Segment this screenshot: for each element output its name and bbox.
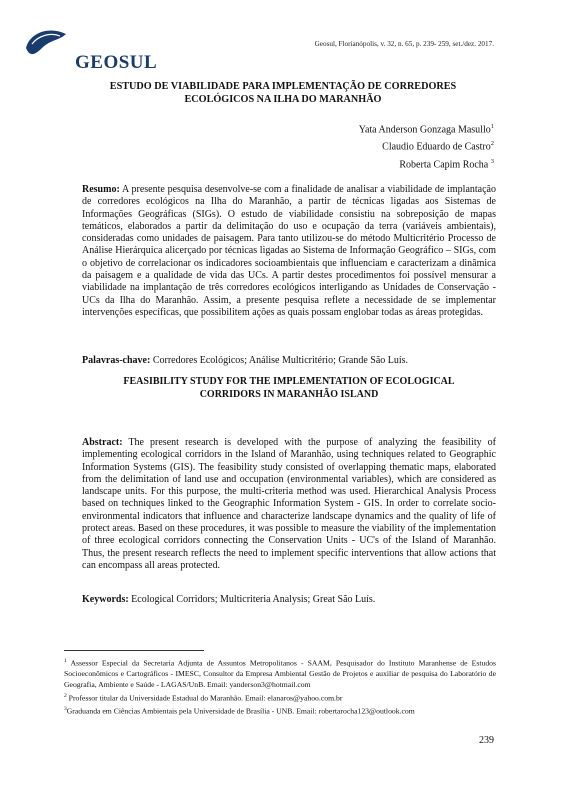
- abstract-en-label: Abstract:: [82, 437, 123, 448]
- abstract-pt-text: A presente pesquisa desenvolve-se com a finalidade de analisar a viabilidade de implantação de corredores ecológicos na Ilha do Maranhão, a partir de técnicas ligadas aos Sistemas de Informações Geográficas (SIGs). O estudo de viabilidade consistiu na sobreposição de mapas temáticos, elaborados a partir da delimitação do uso e ocupação da terra (variáveis ambientais), consideradas como unidades de paisagem. Para tanto utilizou-se do método Multicritério Processo de Análise Hierárquica alicerçado por técnicas ligadas ao Sistema de Informação Geográfico – SIGs, com o objetivo de correlacionar os indicadores socioambientais que influenciam e caracterizam a dinâmica da paisagem e a qualidade de vida das UCs. A partir destes procedimentos foi possível mensurar a viabilidade na implantação de três corredores ecológicos interligando as Unidades de Conservação - UCs da Ilha do Maranhão. Assim, a presente pesquisa reflete a necessidade de se implementar intervenções específicas, que possibilitem ações as quais possam englobar todas as áreas protegidas.: [82, 184, 496, 318]
- journal-citation: Geosul, Florianópolis, v. 32, n. 65, p. 239- 259, set./dez. 2017.: [314, 40, 494, 48]
- footnote-2: $^2$ Professor titular da Universidade Estadual do Maranhão. Email: elanaros@yahoo.com.br: [64, 692, 343, 703]
- footnote-1: $^1$ Assessor Especial da Secretaria Adjunta de Assuntos Metropolitanos - SAAM, Pesquisador do Instituto Maranhense de Estudos Socioeconômicos e Cartográficos - IMESC, Consultor da Empresa Ambiental Gestão de Projetos e auxiliar de pesquisa do Laboratório de Geografia, Ambiente e Saúde - LAGAS/UnB. Email: yanderson3@hotmail.com: [64, 658, 497, 690]
- author-3: Roberta Capim Rocha $^3$: [399, 157, 494, 170]
- logo-text: GEOSUL: [75, 52, 158, 73]
- title-en: [82, 375, 496, 401]
- keywords-pt-text: Corredores Ecológicos; Análise Multicritério; Grande São Luís.: [152, 355, 409, 366]
- keywords-en-text: Ecological Corridors; Multicriteria Analysis; Great São Luís.: [131, 594, 376, 605]
- journal-logo: [20, 18, 158, 73]
- title-pt-line2: ECOLÓGICOS NA ILHA DO MARANHÃO: [184, 94, 382, 105]
- title-pt-line1: ESTUDO DE VIABILIDADE PARA IMPLEMENTAÇÃO DE CORREDORES: [109, 81, 457, 92]
- footnote-divider: [64, 650, 204, 651]
- abstract-pt-label: Resumo:: [82, 184, 120, 195]
- page-number: 239: [479, 735, 494, 746]
- footnote-3: $^3$Graduanda em Ciências Ambientais pela Universidade de Brasília - UNB. Email: robertarocha123@outlook.com: [64, 706, 415, 716]
- title-en-line1: FEASIBILITY STUDY FOR THE IMPLEMENTATION OF ECOLOGICAL: [123, 376, 455, 387]
- abstract-en: [82, 437, 496, 572]
- author-2: Claudio Eduardo de Castro$^2$: [382, 140, 494, 153]
- abstract-en-text: The present research is developed with the purpose of analyzing the feasibility of implementing ecological corridors in the Island of Maranhão, using techniques related to Geographic Information Systems (GIS). The feasibility study consisted of overlapping thematic maps, elaborated from the delimitation of land use and occupation (environmental variables), which are considered as landscape units. For this purpose, the multi-criteria method was used. Hierarchical Analysis Process based on techniques linked to the Geographic Information System - GIS. In order to correlate socio-environmental indicators that influence and characterize landscape dynamics and the quality of life of protect areas. Based on these procedures, it was possible to measure the viability of the implementation of three ecological corridors connecting the Conservation Units - UC's of the Island of Maranhão. Thus, the present research reflects the need to implement specific interventions that allow actions that can encompass all areas protected.: [82, 437, 497, 571]
- author-1: Yata Anderson Gonzaga Masullo$^1$: [358, 123, 494, 136]
- title-pt: [60, 80, 506, 106]
- title-en-line2: CORRIDORS IN MARANHÃO ISLAND: [199, 389, 379, 400]
- author-list: [359, 120, 494, 172]
- abstract-pt: [82, 184, 496, 319]
- keywords-en-label: Keywords:: [82, 594, 129, 605]
- keywords-pt: [82, 355, 496, 367]
- footnotes: [64, 656, 496, 718]
- keywords-en: [82, 594, 496, 606]
- keywords-pt-label: Palavras-chave:: [82, 355, 151, 366]
